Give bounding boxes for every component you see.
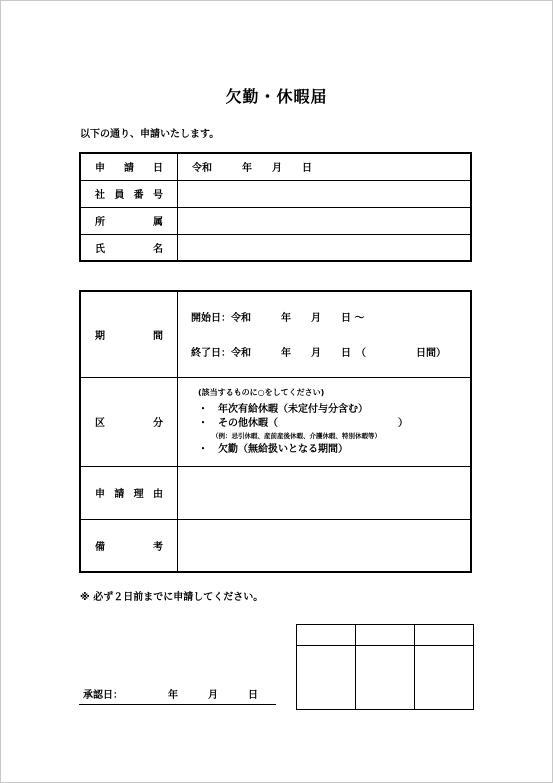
period-label: [80, 291, 178, 377]
table-row: [80, 180, 471, 207]
table-row: [80, 153, 471, 180]
label-char: 理: [133, 489, 144, 500]
label-char: 氏: [95, 243, 105, 255]
table-row: [297, 625, 474, 646]
employee-number-label: [80, 180, 178, 207]
option-annual-paid-leave[interactable]: ・ 年次有給休暇（未定付与分含む）: [198, 403, 368, 415]
period-start: 開始日：令和 年 月 日 ～: [191, 313, 365, 325]
approval-date-underline: [79, 704, 276, 705]
applicant-table: [79, 152, 472, 262]
reason-label: [80, 466, 178, 519]
label-char: 請: [124, 163, 134, 175]
other-leave-examples: （例：忌引休暇、産前産後休暇、介護休暇、特別休暇等）: [212, 431, 381, 440]
label-char: 間: [153, 330, 163, 342]
table-row: [80, 234, 471, 261]
reason-field[interactable]: [178, 466, 472, 519]
approval-date: 承認日： 年 月 日: [83, 690, 258, 701]
stamp-header-cell: [415, 625, 474, 646]
department-field[interactable]: [178, 207, 472, 234]
name-label: [80, 234, 178, 261]
table-row: [297, 646, 474, 710]
label-char: 期: [95, 330, 105, 342]
period-end: 終了日：令和 年 月 日 （ 日間）: [191, 348, 446, 360]
label-char: 号: [152, 190, 163, 201]
label-char: 備: [95, 541, 105, 553]
period-field[interactable]: [178, 291, 472, 377]
table-row: [80, 291, 471, 377]
table-row: [80, 377, 471, 466]
approval-stamp-table: [296, 624, 474, 710]
stamp-cell[interactable]: [415, 646, 474, 710]
intro-text: 以下の通り、申請いたします。: [80, 129, 220, 140]
stamp-cell[interactable]: [297, 646, 356, 710]
label-char: 所: [95, 217, 105, 228]
stamp-cell[interactable]: [356, 646, 415, 710]
option-absence[interactable]: ・ 欠勤（無給扱いとなる期間）: [198, 443, 348, 455]
category-instruction: (該当するものに○をしてください): [198, 387, 325, 397]
remarks-field[interactable]: [178, 519, 472, 572]
table-row: [80, 519, 471, 572]
deadline-note: ※ 必ず２日前までに申請してください。: [80, 592, 264, 603]
label-char: 番: [133, 190, 144, 201]
label-char: 考: [153, 541, 163, 553]
table-row: [80, 466, 471, 519]
application-date-label: [80, 153, 178, 180]
category-field[interactable]: [178, 377, 472, 466]
option-other-leave[interactable]: ・ その他休暇（ ）: [198, 417, 408, 429]
category-label: [80, 377, 178, 466]
table-row: [80, 207, 471, 234]
employee-number-field[interactable]: [178, 180, 472, 207]
request-table: [79, 290, 472, 573]
label-char: 申: [95, 163, 105, 175]
label-char: 社: [95, 190, 105, 201]
stamp-header-cell: [356, 625, 415, 646]
remarks-label: [80, 519, 178, 572]
label-char: 請: [114, 489, 125, 500]
application-date-value: 令和 年 月 日: [192, 163, 312, 175]
name-field[interactable]: [178, 234, 472, 261]
label-char: 由: [152, 489, 163, 500]
label-char: 属: [153, 217, 163, 228]
application-date-field[interactable]: [178, 153, 472, 180]
label-char: 名: [153, 243, 163, 255]
label-char: 区: [95, 418, 105, 429]
department-label: [80, 207, 178, 234]
label-char: 日: [153, 163, 163, 175]
label-char: 分: [153, 418, 163, 429]
form-title: 欠勤・休暇届: [225, 87, 328, 106]
label-char: 申: [95, 489, 105, 500]
label-char: 員: [114, 190, 125, 201]
stamp-header-cell: [297, 625, 356, 646]
